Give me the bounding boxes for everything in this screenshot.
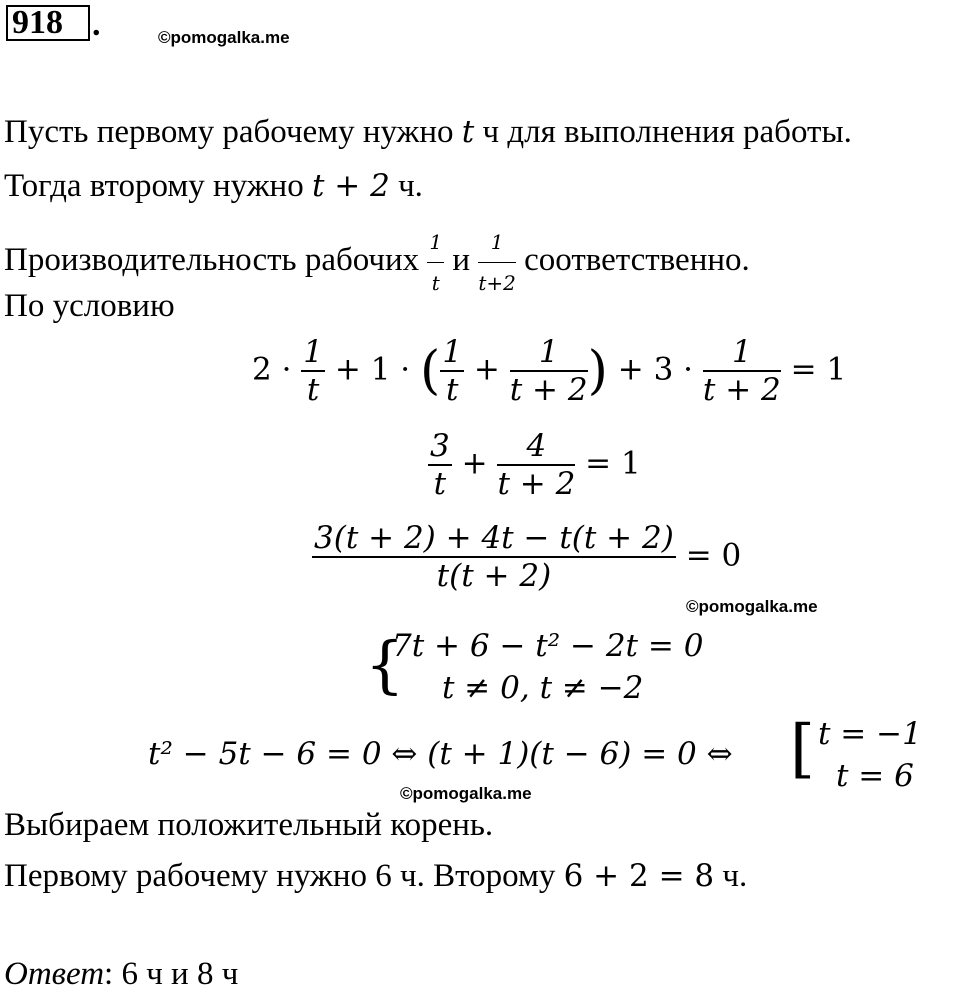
- eq1-frac-3: $\frac{1}{t + 2}$: [509, 334, 588, 408]
- equation-3: $\frac{3(t + 2) + 4t - t(t + 2)}{t(t + 2)}$ = 0: [314, 520, 742, 594]
- eq1-frac-2: $\frac{1}{t}$: [442, 334, 463, 408]
- system-line-2: t ≠ 0, t ≠ −2: [442, 670, 644, 706]
- second-worker-line: Тогда второму нужно t + 2 ч.: [4, 168, 423, 204]
- system-brace: {: [365, 628, 405, 701]
- set-bracket: [: [790, 712, 815, 786]
- equation-5: t² − 5t − 6 = 0 ⇔ (t + 1)(t − 6) = 0 ⇔: [148, 736, 733, 772]
- condition-line: По условию: [4, 288, 175, 324]
- watermark-middle: ©pomogalka.me: [686, 597, 818, 616]
- problem-number: 918: [6, 5, 90, 41]
- equation-1: 2 · $\frac{1}{t}$ + 1 · ( $\frac{1}{t}$ + $\frac{1}{t + 2}$ ) + 3 · $\frac{1}{t + 2}$ = 1: [252, 334, 847, 408]
- watermark-bottom: ©pomogalka.me: [400, 784, 532, 803]
- equation-2: $\frac{3}{t}$ + $\frac{4}{t + 2}$ = 1: [430, 428, 641, 502]
- fraction-1-over-t-plus-2: $\frac{1}{t+2}$: [478, 222, 516, 303]
- intro-line: Пусть первому рабочему нужно t ч для выполнения работы.: [4, 114, 852, 150]
- root-1: t = −1: [818, 716, 922, 752]
- choose-root-line: Выбираем положительный корень.: [4, 807, 494, 843]
- eq2-frac-2: $\frac{4}{t + 2}$: [497, 428, 576, 502]
- root-2: t = 6: [836, 758, 914, 794]
- answer-line: Ответ: 6 ч и 8 ч: [4, 956, 239, 992]
- eq1-frac-4: $\frac{1}{t + 2}$: [702, 334, 781, 408]
- answer-label: Ответ: [4, 956, 105, 992]
- result-line: Первому рабочему нужно 6 ч. Второму 6 + 2 = 8 ч.: [4, 858, 748, 894]
- watermark-top: ©pomogalka.me: [158, 28, 290, 47]
- eq3-fraction: $\frac{3(t + 2) + 4t - t(t + 2)}{t(t + 2)}$: [314, 520, 674, 594]
- eq1-frac-1: $\frac{1}{t}$: [303, 334, 324, 408]
- eq2-frac-1: $\frac{3}{t}$: [430, 428, 450, 502]
- productivity-line: Производительность рабочих $\frac{1}{t}$ и $\frac{1}{t+2}$ соответственно.: [4, 222, 750, 303]
- problem-number-dot: .: [92, 6, 101, 43]
- fraction-1-over-t: $\frac{1}{t}$: [427, 222, 444, 303]
- system-line-1: 7t + 6 − t² − 2t = 0: [392, 628, 704, 664]
